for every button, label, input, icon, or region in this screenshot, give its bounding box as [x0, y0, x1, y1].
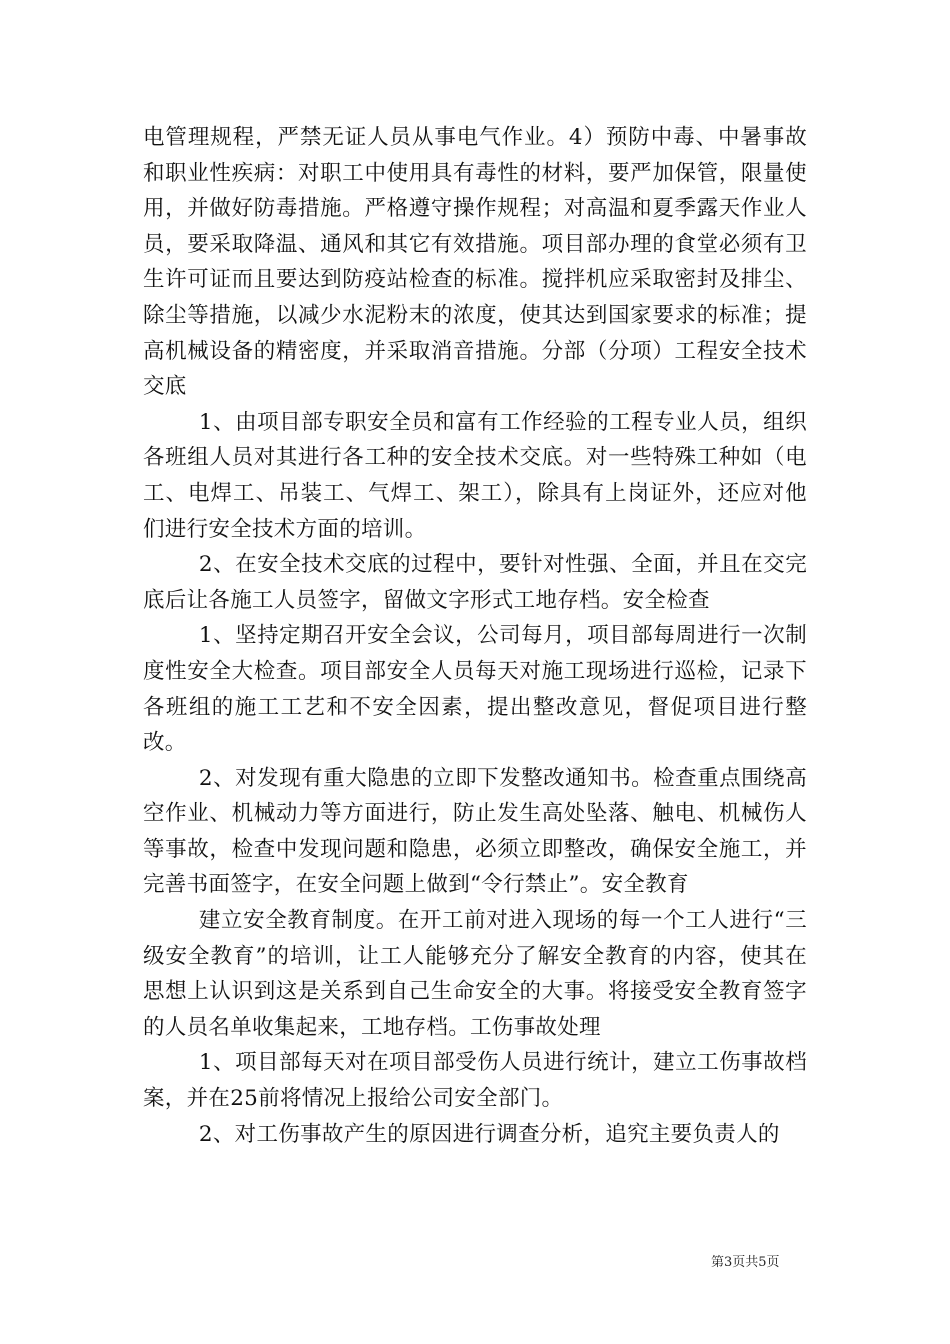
paragraph-safety-inspection-2: 2、对发现有重大隐患的立即下发整改通知书。检查重点围绕高空作业、机械动力等方面进行，防止发生高处坠落、触电、机械伤人等事故，检查中发现问题和隐患，必须立即整改，确保安全施工，并完善书面签字，在安全问题上做到“令行禁止”。安全教育 — [143, 765, 807, 898]
paragraph-technical-briefing-1: 1、由项目部专职安全员和富有工作经验的工程专业人员，组织各班组人员对其进行各工种的安全技术交底。对一些特殊工种如（电工、电焊工、吊装工、气焊工、架工），除具有上岗证外，还应对他们进行安全技术方面的培训。 — [143, 409, 807, 542]
paragraph-injury-handling-2: 2、对工伤事故产生的原因进行调查分析，追究主要负责人的 — [198, 1121, 780, 1147]
paragraph-safety-inspection-1: 1、坚持定期召开安全会议，公司每月，项目部每周进行一次制度性安全大检查。项目部安全人员每天对施工现场进行巡检，记录下各班组的施工工艺和不安全因素，提出整改意见，督促项目进行整改。 — [143, 623, 807, 756]
document-body — [143, 120, 807, 1152]
paragraph-injury-handling-1: 1、项目部每天对在项目部受伤人员进行统计，建立工伤事故档案，并在25前将情况上报给公司安全部门。 — [143, 1050, 807, 1112]
paragraph-safety-education: 建立安全教育制度。在开工前对进入现场的每一个工人进行“三级安全教育”的培训，让工人能够充分了解安全教育的内容，使其在思想上认识到这是关系到自己生命安全的大事。将接受安全教育签字的人员名单收集起来，工地存档。工伤事故处理 — [143, 908, 807, 1040]
paragraph-technical-briefing-2: 2、在安全技术交底的过程中，要针对性强、全面，并且在交完底后让各施工人员签字，留做文字形式工地存档。安全检查 — [143, 552, 807, 613]
paragraph-electrical-rules: 电管理规程，严禁无证人员从事电气作业。4）预防中毒、中暑事故和职业性疾病：对职工中使用具有毒性的材料，要严加保管，限量使用，并做好防毒措施。严格遵守操作规程；对高温和夏季露天作业人员，要采取降温、通风和其它有效措施。项目部办理的食堂必须有卫生许可证而且要达到防疫站检查的标准。搅拌机应采取密封及排尘、除尘等措施，以减少水泥粉末的浓度，使其达到国家要求的标准；提高机械设备的精密度，并采取消音措施。分部（分项）工程安全技术交底 — [143, 125, 807, 400]
page-number: 第3页共5页 — [711, 1255, 780, 1270]
